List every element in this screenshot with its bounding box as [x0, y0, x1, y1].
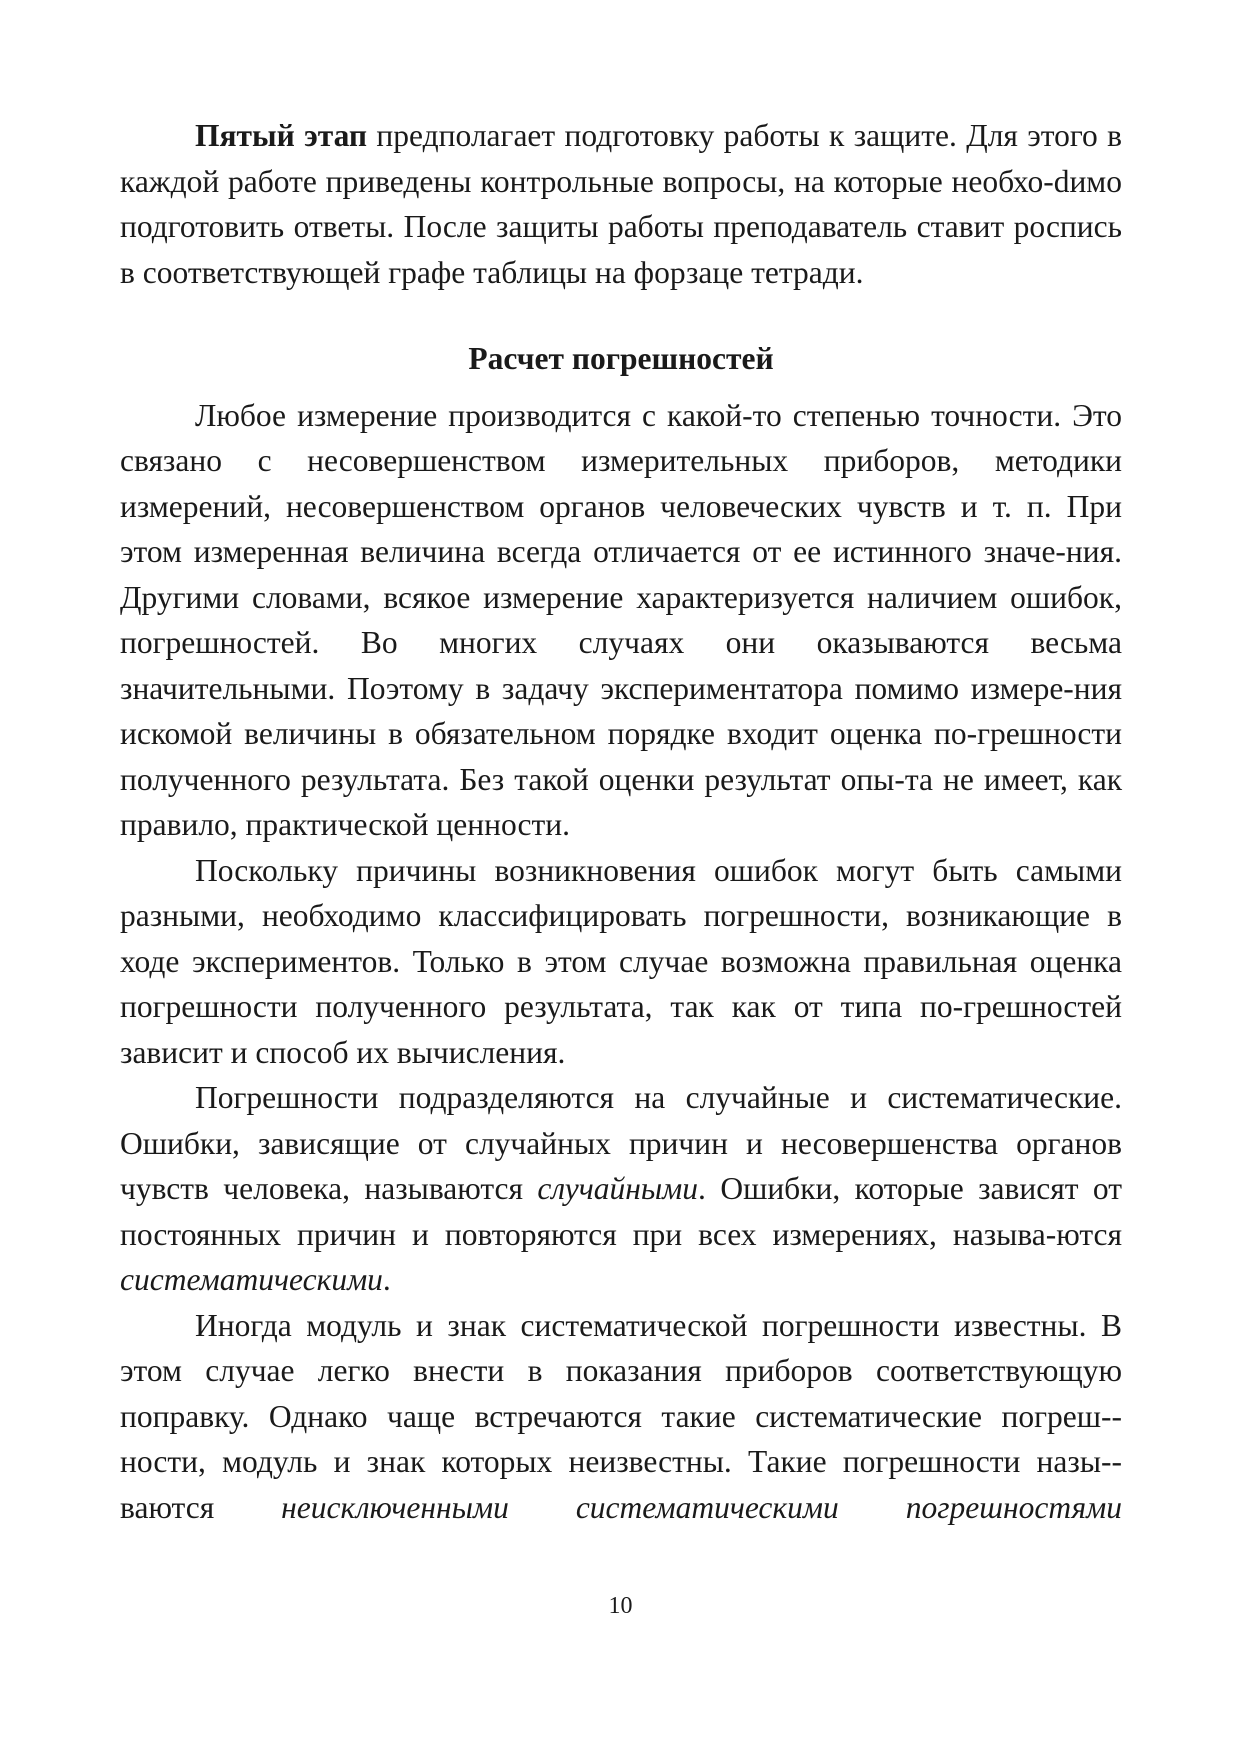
paragraph-fifth-stage: [120, 113, 1122, 295]
paragraph-text: .: [382, 1262, 391, 1297]
italic-term-random: случайными: [537, 1171, 699, 1206]
bold-term-fifth-stage: Пятый этап: [195, 118, 368, 153]
italic-term-systematic: систематическими: [120, 1262, 383, 1297]
paragraph-text: Иногда модуль и знак систематической погрешности известны. В этом случае легко внести в показания приборов соответствующую поправку. Однако чаще встречаются такие систематические погреш-ности, модуль и знак которых неизвестны. Такие погрешности назы-ваются: [120, 1307, 1122, 1525]
page-number: 10: [608, 1593, 633, 1619]
paragraph-text: предполагает подготовку работы к защите. Для этого в каждой работе приведены контрольные вопросы, на которые необхо-dимо подготовить ответы. После защиты работы преподаватель ставит роспись в соответствующей графе таблицы на форзаце тетради.: [120, 118, 1122, 290]
paragraph-text: Погрешности подразделяются на случайные и систематические. Ошибки, зависящие от случайных причин и несовершенства органов чувств человека, называются: [120, 1080, 1122, 1206]
italic-term-unexcluded: неисключенными систематическими погрешностями: [281, 1489, 1122, 1525]
paragraph-any-measurement: Любое измерение производится с какой-то степенью точности. Это связано с несовершенством измерительных приборов, методики измерений, несовершенством органов человеческих чувств и т. п. При этом измеренная величина всегда отличается от ее истинного значе-ния. Другими словами, всякое измерение характеризуется наличием ошибок, погрешностей. Во многих случаях они оказываются весьма значительными. Поэтому в задачу экспериментатора помимо измере-ния искомой величины в обязательном порядке входит оценка по-грешности полученного результата. Без такой оценки результат опы-та не имеет, как правило, практической ценности.: [120, 397, 1122, 842]
paragraph-error-types: [120, 1075, 1122, 1303]
paragraph-text: . Ошибки, которые зависят от постоянных причин и повторяются при всех измерениях, называ-ются: [120, 1171, 1123, 1252]
section-heading: Расчет погрешностей: [468, 341, 774, 376]
document-page: [120, 113, 1122, 1530]
paragraph-systematic-errors: [120, 1303, 1122, 1531]
paragraph-error-causes: Поскольку причины возникновения ошибок могут быть самыми разными, необходимо классифицировать погрешности, возникающие в ходе экспериментов. Только в этом случае возможна правильная оценка погрешности полученного результата, так как от типа по-грешностей зависит и способ их вычисления.: [120, 852, 1122, 1070]
